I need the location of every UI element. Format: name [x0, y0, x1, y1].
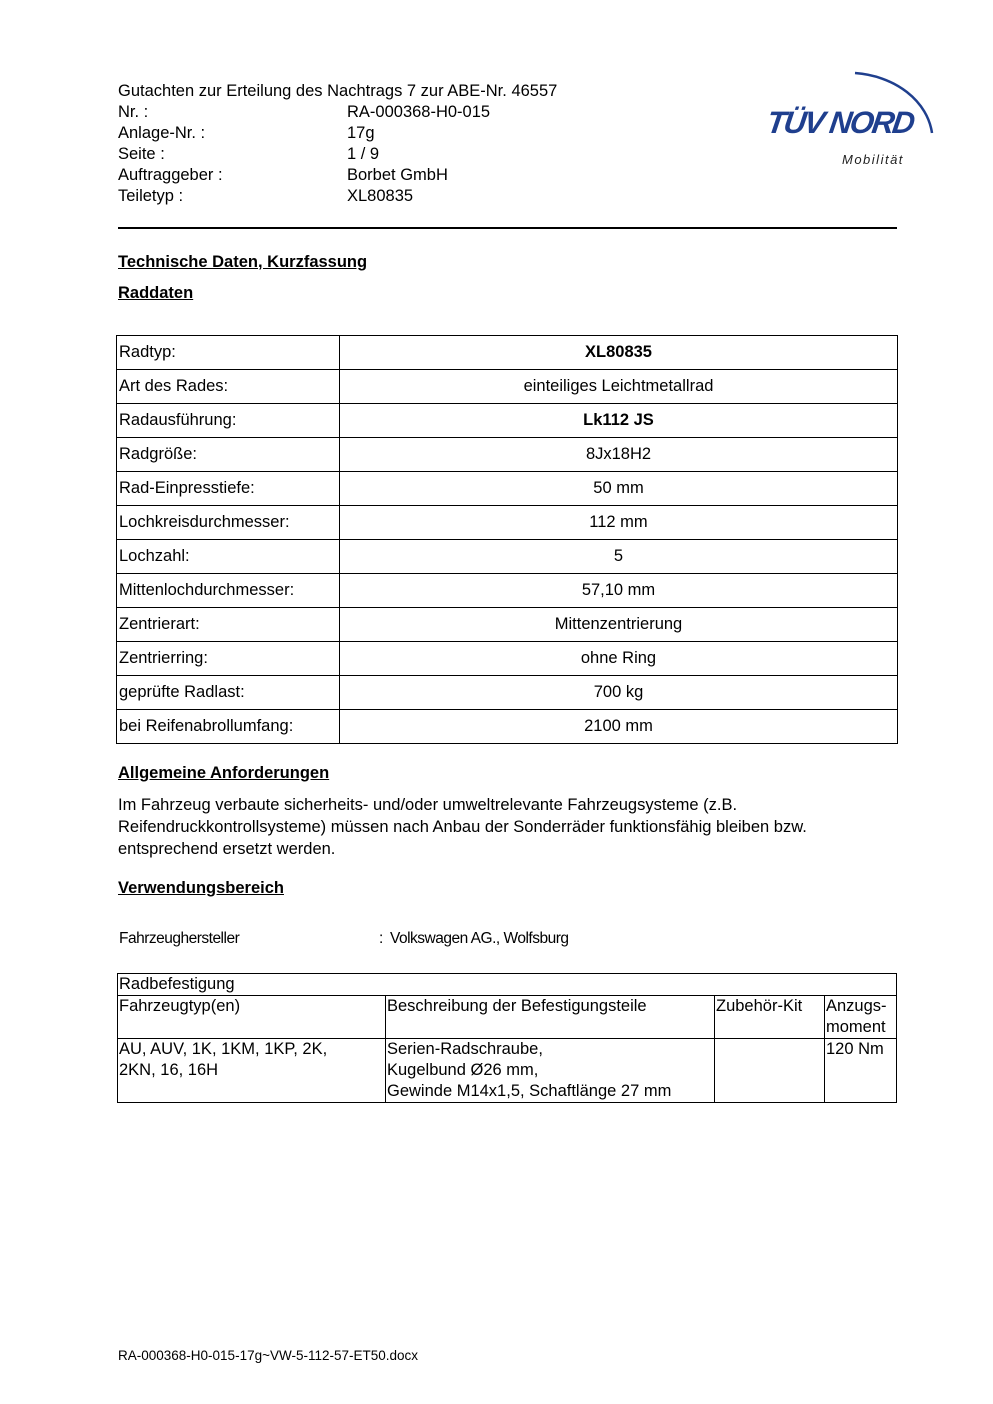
table-row [117, 540, 898, 574]
row-value: 112 mm [340, 506, 898, 540]
cell-line: Gewinde M14x1,5, Schaftlänge 27 mm [387, 1082, 672, 1100]
fahrzeughersteller-line [119, 930, 569, 948]
row-value: Lk112 JS [340, 404, 898, 438]
header-text: Anzugs- [826, 997, 887, 1015]
table-row [117, 336, 898, 370]
table-row [117, 370, 898, 404]
table-row [117, 574, 898, 608]
table-row [117, 710, 898, 744]
header-fahrzeugtyp: Fahrzeugtyp(en) [118, 996, 386, 1039]
row-value: XL80835 [340, 336, 898, 370]
section-heading-technical: Technische Daten, Kurzfassung [118, 253, 368, 271]
table-row [117, 642, 898, 676]
paragraph-line: Im Fahrzeug verbaute sicherheits- und/oder umweltrelevante Fahrzeugsysteme (z.B. [118, 796, 738, 814]
allgemein-paragraph [118, 794, 908, 860]
row-label: Art des Rades: [117, 370, 340, 404]
row-value: 8Jx18H2 [340, 438, 898, 472]
raddaten-table [116, 335, 898, 744]
cell-fahrzeugtyp [118, 1039, 386, 1103]
document-title: Gutachten zur Erteilung des Nachtrags 7 zur ABE-Nr. 46557 [118, 82, 558, 100]
cell-line: 2KN, 16, 16H [119, 1061, 219, 1079]
section-heading-allgemein: Allgemeine Anforderungen [118, 764, 330, 782]
cell-line: Serien-Radschraube, [387, 1040, 543, 1058]
table-row [117, 472, 898, 506]
header-field-seite [118, 144, 557, 165]
header-zubehoer-kit: Zubehör-Kit [715, 996, 825, 1039]
row-label: Radtyp: [117, 336, 340, 370]
fahrzeughersteller-separator: : [379, 930, 383, 947]
row-label: bei Reifenabrollumfang: [117, 710, 340, 744]
row-label: Zentrierart: [117, 608, 340, 642]
table-row [118, 1039, 897, 1103]
header-label: Seite : [118, 145, 165, 163]
header-value: XL80835 [347, 187, 414, 205]
cell-beschreibung [386, 1039, 715, 1103]
header-beschreibung: Beschreibung der Befestigungsteile [386, 996, 715, 1039]
row-value: 2100 mm [340, 710, 898, 744]
cell-line: Kugelbund Ø26 mm, [387, 1061, 539, 1079]
header-value: 1 / 9 [347, 145, 380, 163]
logo-subtitle: Mobilität [842, 152, 904, 167]
header-label: Anlage-Nr. : [118, 124, 206, 142]
document-header [118, 81, 557, 207]
header-label: Auftraggeber : [118, 166, 223, 184]
cell-line: AU, AUV, 1K, 1KM, 1KP, 2K, [119, 1040, 328, 1058]
row-value: Mittenzentrierung [340, 608, 898, 642]
header-label: Nr. : [118, 103, 149, 121]
table-row [117, 608, 898, 642]
logo-wordmark: TÜV NORD [764, 105, 916, 140]
row-label: Radausführung: [117, 404, 340, 438]
header-anzugsmoment [825, 996, 897, 1039]
radbefestigung-table [117, 973, 897, 1103]
row-label: Mittenlochdurchmesser: [117, 574, 340, 608]
table-row [117, 438, 898, 472]
header-value: RA-000368-H0-015 [347, 103, 491, 121]
header-text: moment [826, 1018, 886, 1036]
header-field-teiletyp [118, 186, 557, 207]
table-title-row [118, 974, 897, 996]
row-label: Lochzahl: [117, 540, 340, 574]
fahrzeughersteller-label: Fahrzeughersteller [119, 930, 240, 947]
paragraph-line: entsprechend ersetzt werden. [118, 840, 336, 858]
header-field-anlage [118, 123, 557, 144]
row-value: 5 [340, 540, 898, 574]
table-row [117, 404, 898, 438]
row-label: Zentrierring: [117, 642, 340, 676]
table-row [117, 676, 898, 710]
tuev-nord-logo [760, 58, 945, 173]
row-label: geprüfte Radlast: [117, 676, 340, 710]
row-value: einteiliges Leichtmetallrad [340, 370, 898, 404]
header-value: Borbet GmbH [347, 166, 448, 184]
row-label: Lochkreisdurchmesser: [117, 506, 340, 540]
section-heading-verwendung: Verwendungsbereich [118, 879, 284, 897]
paragraph-line: Reifendruckkontrollsysteme) müssen nach Anbau der Sonderräder funktionsfähig bleiben bzw. [118, 818, 807, 836]
table-title: Radbefestigung [118, 974, 897, 996]
row-value: 50 mm [340, 472, 898, 506]
header-label: Teiletyp : [118, 187, 184, 205]
row-label: Rad-Einpresstiefe: [117, 472, 340, 506]
footer-filename: RA-000368-H0-015-17g~VW-5-112-57-ET50.docx [118, 1348, 419, 1363]
row-label: Radgröße: [117, 438, 340, 472]
cell-anzugsmoment: 120 Nm [825, 1039, 897, 1103]
cell-zubehoer-kit [715, 1039, 825, 1103]
header-divider [118, 227, 897, 229]
header-value: 17g [347, 124, 375, 142]
row-value: ohne Ring [340, 642, 898, 676]
table-row [117, 506, 898, 540]
header-field-auftraggeber [118, 165, 557, 186]
section-heading-raddaten: Raddaten [118, 284, 194, 302]
table-header-row [118, 996, 897, 1039]
row-value: 57,10 mm [340, 574, 898, 608]
row-value: 700 kg [340, 676, 898, 710]
header-field-nr [118, 102, 557, 123]
fahrzeughersteller-value: Volkswagen AG., Wolfsburg [390, 930, 569, 947]
